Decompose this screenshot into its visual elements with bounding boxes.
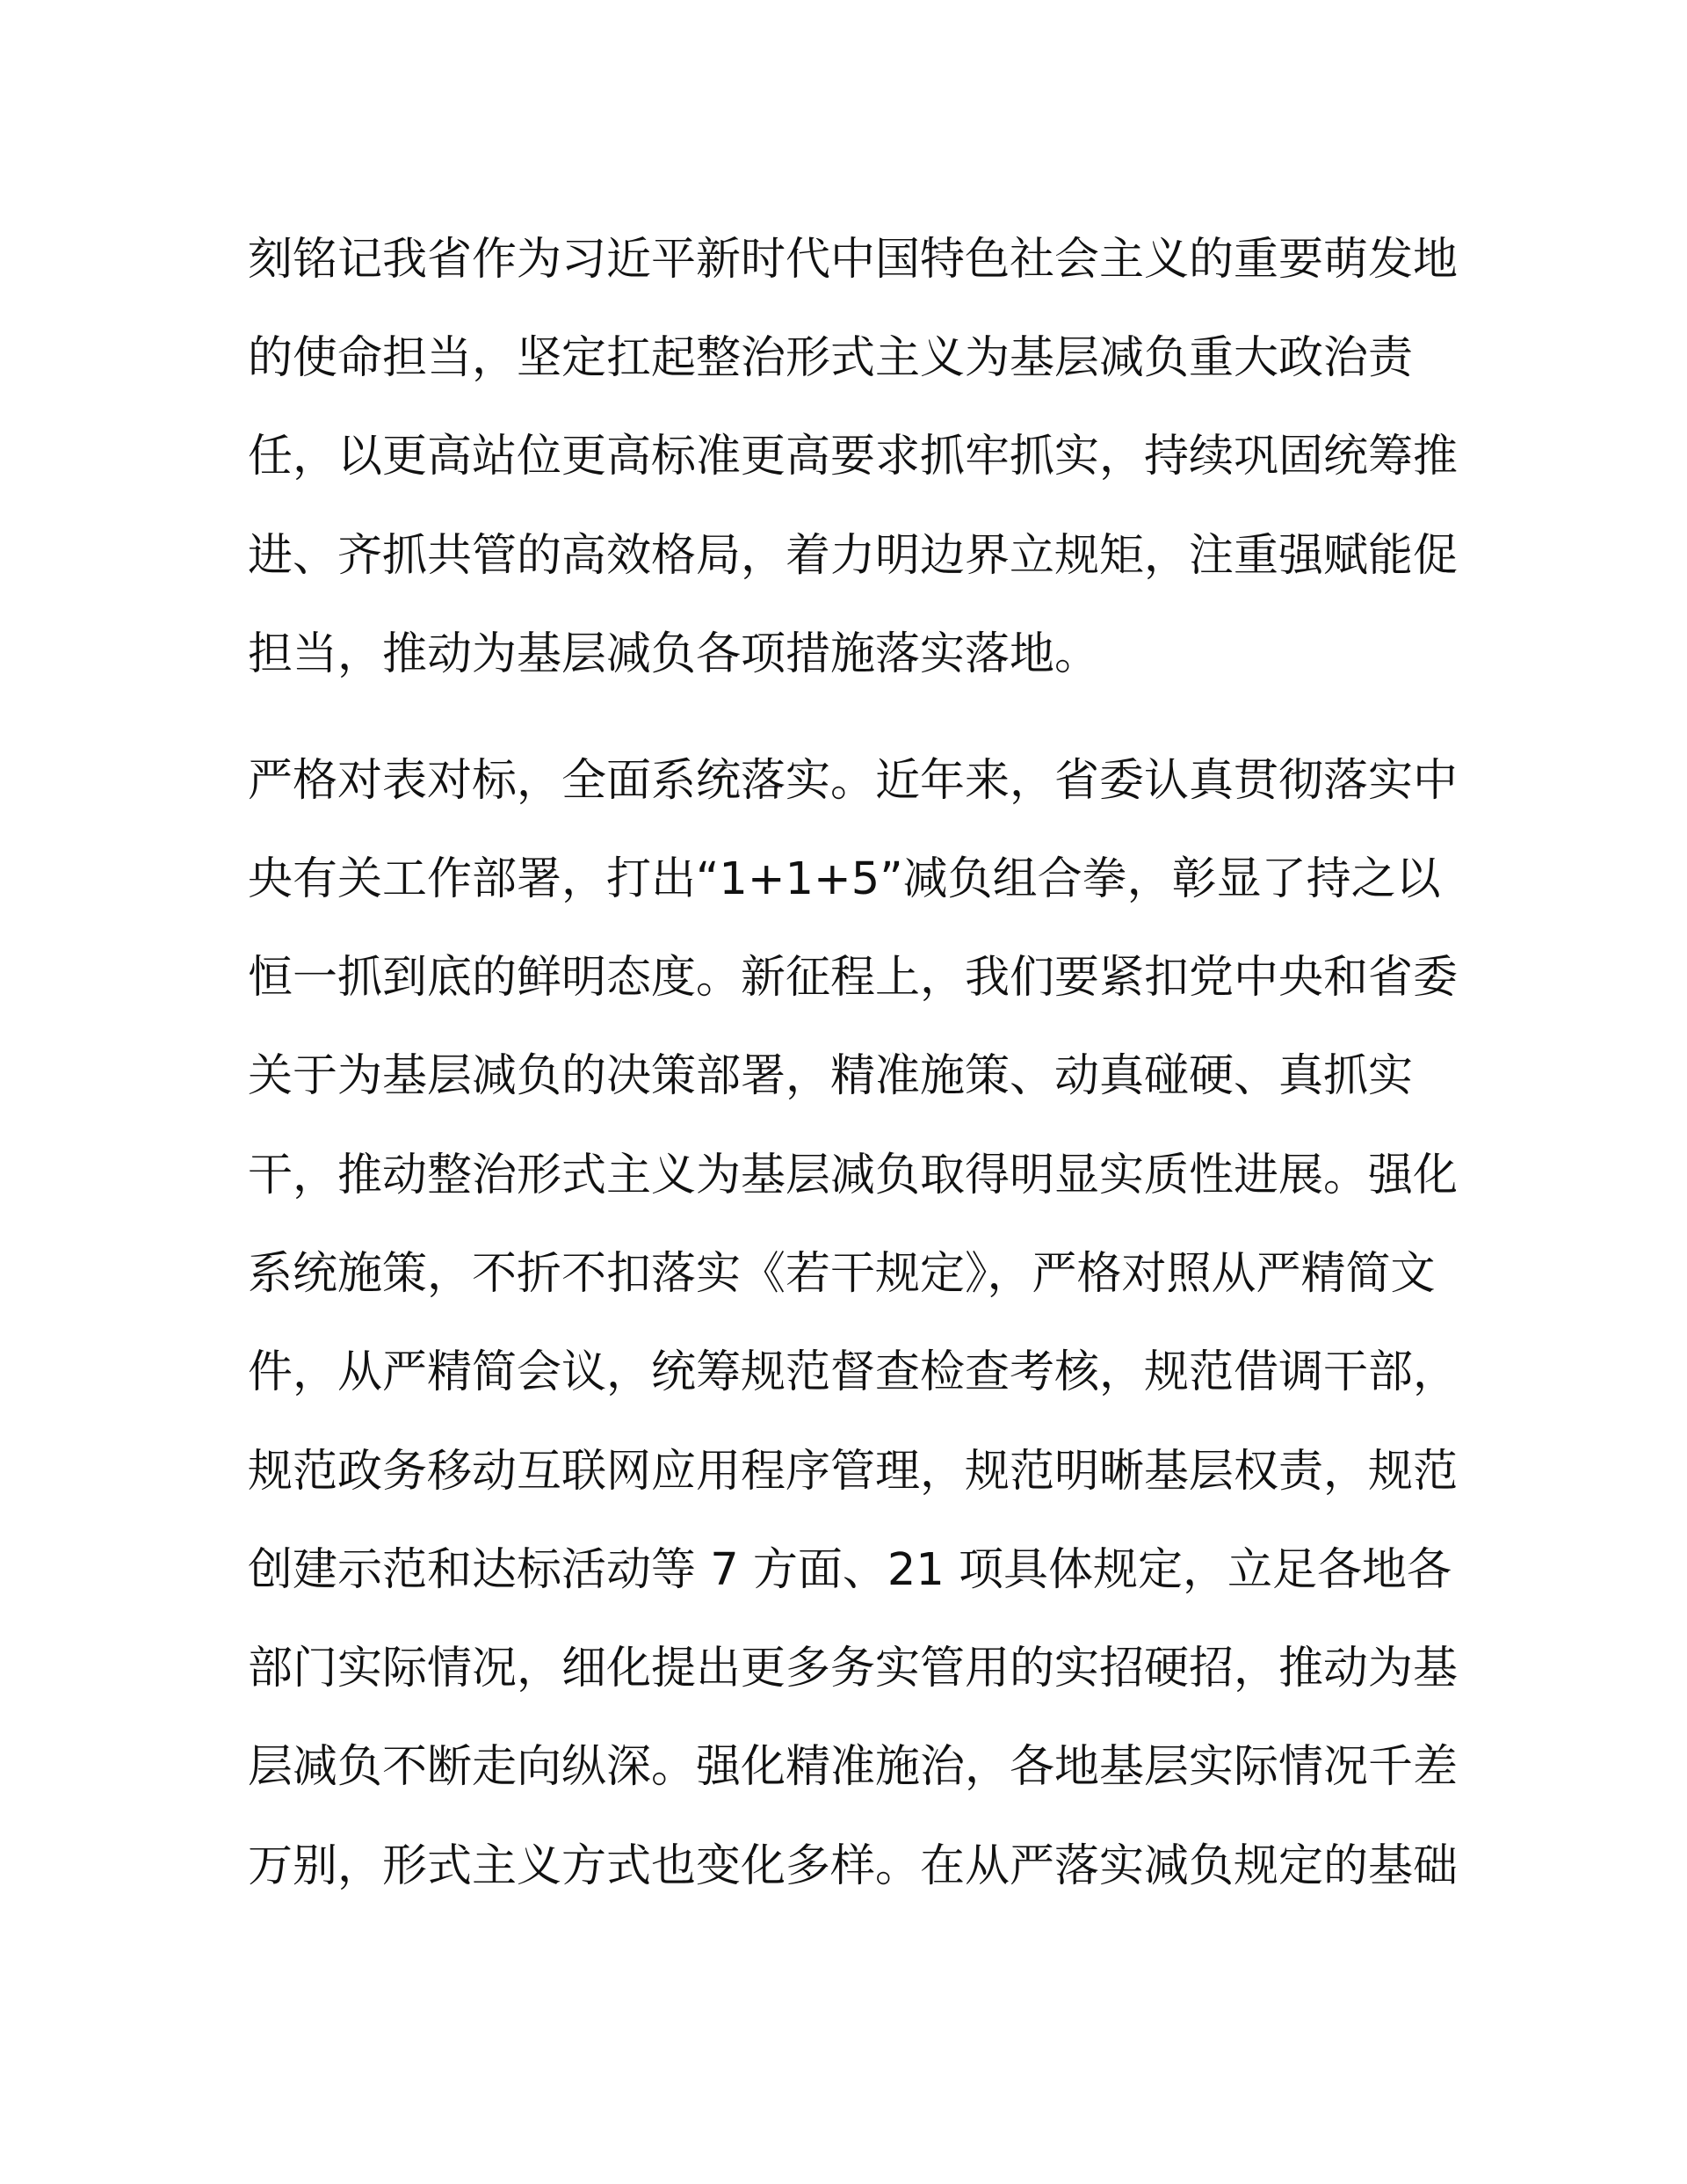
paragraph-line: 万别，形式主义方式也变化多样。在从严落实减负规定的基础 [248,1840,1459,1892]
paragraph-line: 的使命担当，坚定扛起整治形式主义为基层减负重大政治责 [248,332,1414,384]
paragraph-line: 担当，推动为基层减负各项措施落实落地。 [248,628,1100,680]
paragraph-line: 创建示范和达标活动等 7 方面、21 项具体规定，立足各地各 [248,1544,1452,1596]
paragraph-line: 央有关工作部署，打出“1+1+5”减负组合拳，彰显了持之以 [248,853,1441,905]
paragraph-line: 件，从严精简会议，统筹规范督查检查考核，规范借调干部， [248,1346,1459,1398]
paragraph-line: 规范政务移动互联网应用程序管理，规范明晰基层权责，规范 [248,1446,1459,1498]
paragraph-line: 任，以更高站位更高标准更高要求抓牢抓实，持续巩固统筹推 [248,431,1459,483]
paragraph-line: 部门实际情况，细化提出更多务实管用的实招硬招，推动为基 [248,1643,1459,1694]
paragraph-line: 层减负不断走向纵深。强化精准施治，各地基层实际情况千差 [248,1741,1459,1793]
paragraph-line: 关于为基层减负的决策部署，精准施策、动真碰硬、真抓实 [248,1050,1414,1102]
paragraph-line: 严格对表对标，全面系统落实。近年来，省委认真贯彻落实中 [248,755,1459,807]
paragraph-line: 刻铭记我省作为习近平新时代中国特色社会主义的重要萌发地 [248,234,1459,286]
paragraph-line: 干，推动整治形式主义为基层减负取得明显实质性进展。强化 [248,1150,1459,1201]
paragraph-line: 系统施策，不折不扣落实《若干规定》，严格对照从严精简文 [248,1248,1436,1300]
paragraph-line: 进、齐抓共管的高效格局，着力明边界立规矩，注重强赋能促 [248,530,1459,582]
paragraph-line: 恒一抓到底的鲜明态度。新征程上，我们要紧扣党中央和省委 [248,952,1459,1004]
